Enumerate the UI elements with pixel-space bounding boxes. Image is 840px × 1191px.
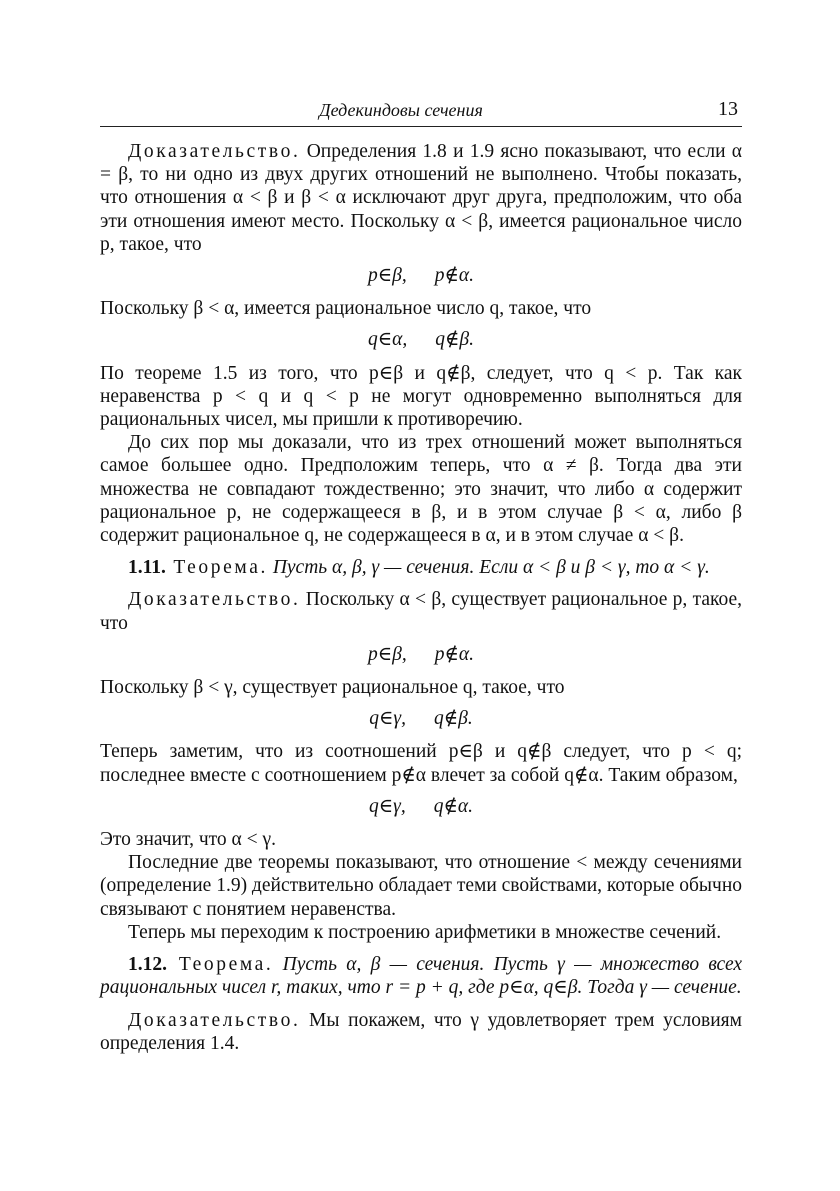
- proof-1-text-2: Поскольку β < α, имеется рациональное число q, такое, что: [100, 298, 592, 320]
- formula-3-right: p∉α.: [434, 643, 475, 665]
- proof-label: Доказательство.: [128, 1009, 301, 1031]
- proof-2-paragraph: [100, 588, 742, 634]
- proof-2-text-3: Теперь заметим, что из соотношений p∈β и q∉β следует, что p < q; последнее вместе с соотношением p∉α влечет за собой q∉α. Таким образом,: [100, 741, 742, 786]
- page-number: 13: [718, 98, 738, 120]
- theorem-word: Теорема.: [165, 557, 268, 579]
- proof-label: Доказательство.: [128, 141, 301, 162]
- formula-4: [100, 707, 742, 730]
- proof-2-text-4: Это значит, что α < γ.: [100, 829, 276, 851]
- proof-2-text: Поскольку α < β, существует рациональное p, такое, что: [100, 589, 742, 634]
- formula-1-left: p∈β,: [367, 265, 407, 287]
- proof-2-text-6: Теперь мы переходим к построению арифметики в множестве сечений.: [128, 921, 722, 943]
- theorem-1-12: [100, 953, 742, 999]
- formula-3: [100, 643, 742, 666]
- formula-2-right: q∉β.: [435, 329, 475, 351]
- formula-5-left: q∈γ,: [368, 795, 406, 817]
- formula-2-left: q∈α,: [367, 329, 408, 351]
- theorem-number: 1.11.: [128, 557, 166, 579]
- formula-3-left: p∈β,: [367, 643, 407, 665]
- theorem-statement: Пусть α, β, γ — сечения. Если α < β и β < γ, то α < γ.: [267, 557, 710, 579]
- proof-1-text-3: По теореме 1.5 из того, что p∈β и q∉β, следует, что q < p. Так как неравенства p < q и q < p не могут одновременно выполняться для рациональных чисел, мы пришли к противоречию.: [100, 362, 742, 431]
- theorem-word: Теорема.: [167, 954, 274, 976]
- proof-1-text-4: До сих пор мы доказали, что из трех отношений может выполняться самое большее одно. Предположим теперь, что α ≠ β. Тогда два эти множества не совпадают тождественно; это значит, что либо α содержит рациональное p, не содержащееся в β, и в этом случае β < α, либо β содержит рациональное q, не содержащееся в α, и в этом случае α < β.: [100, 432, 742, 547]
- proof-2-text-2: Поскольку β < γ, существует рациональное q, такое, что: [100, 677, 565, 699]
- proof-label: Доказательство.: [128, 589, 301, 611]
- formula-4-left: q∈γ,: [369, 708, 406, 730]
- page-body: [100, 140, 742, 1055]
- formula-2: [100, 328, 742, 351]
- proof-2-text-5: Последние две теоремы показывают, что отношение < между сечениями (определение 1.9) действительно обладает теми свойствами, которые обычно связывают с понятием неравенства.: [100, 852, 743, 920]
- theorem-statement: Пусть α, β — сечения. Пусть γ — множество всех рациональных чисел r, таких, что r = p + q, где p∈α, q∈β. Тогда γ — сечение.: [100, 954, 743, 999]
- theorem-number: 1.12.: [128, 954, 167, 976]
- proof-3-text: Мы покажем, что γ удовлетворяет трем условиям определения 1.4.: [100, 1009, 742, 1054]
- formula-4-right: q∉β.: [433, 708, 473, 730]
- proof-3-paragraph: [100, 1009, 742, 1055]
- running-title: Дедекиндовы сечения: [319, 100, 483, 120]
- formula-5: [100, 795, 742, 818]
- formula-1-right: p∉α.: [434, 265, 475, 287]
- running-header: [100, 98, 742, 127]
- theorem-1-11: [100, 556, 742, 579]
- formula-1: [100, 264, 742, 287]
- formula-5-right: q∉α.: [433, 795, 474, 817]
- proof-1-text: Определения 1.8 и 1.9 ясно показывают, что если α = β, то ни одно из двух других отношений не выполнено. Чтобы показать, что отношения α < β и β < α исключают друг друга, предположим, что оба эти отношения имеют место. Поскольку α < β, имеется рациональное число p, такое, что: [100, 141, 742, 255]
- proof-1-paragraph: [100, 140, 742, 256]
